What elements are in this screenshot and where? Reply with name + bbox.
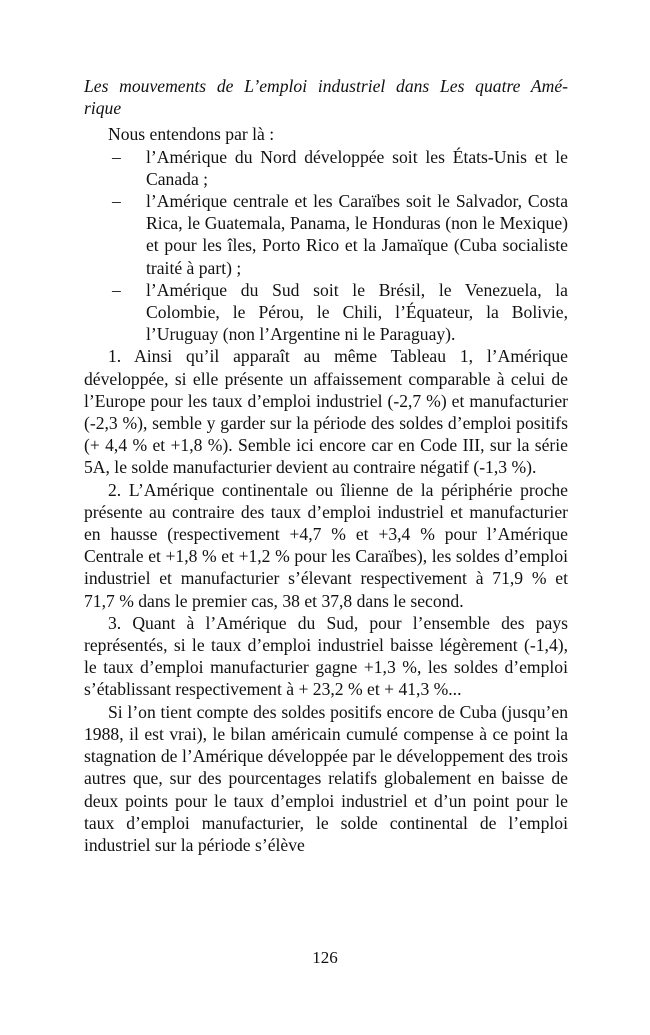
body-paragraph: 2. L’Amérique continentale ou îlienne de la périphérie proche présente au contraire des taux d’emploi industriel et manufacturier en hausse (respectivement +4,7 % et +3,4 % pour l’Amérique Centrale et +1,8 % et +1,2 % pour les Caraïbes), les soldes d’emploi industriel et manufacturier s’élevant respectivement à 71,9 % et 71,7 % dans le premier cas, 38 et 37,8 dans le second. [84, 479, 568, 611]
dash-bullet: – [112, 279, 121, 300]
page-number: 126 [312, 948, 338, 967]
dash-bullet: – [112, 191, 121, 212]
section-heading-line-1: Les mouvements de L’emploi industriel dans Les quatre Amé- [84, 76, 568, 96]
section-heading [84, 75, 568, 119]
body-paragraph: 3. Quant à l’Amérique du Sud, pour l’ensemble des pays représentés, si le taux d’emploi industriel baisse légèrement (-1,4), le taux d’emploi manufacturier gagne +1,3 %, les soldes d’emploi s’établissant respectivement à + 23,2 % et + 41,3 %... [84, 612, 568, 700]
page-body [84, 75, 568, 856]
list-item [84, 190, 568, 279]
region-list [84, 146, 568, 346]
list-item [84, 146, 568, 190]
intro-paragraph: Nous entendons par là : [108, 124, 275, 145]
dash-bullet: – [112, 146, 121, 167]
list-item-text: l’Amérique du Nord développée soit les États-Unis et le Canada ; [146, 146, 568, 189]
section-heading-line-2: rique [84, 98, 122, 119]
body-paragraph: 1. Ainsi qu’il apparaît au même Tableau 1, l’Amérique développée, si elle présente un affaissement comparable à celui de l’Europe pour les taux d’emploi industriel (-2,7 %) et manufacturier (-2,3 %), semble y garder sur la période des soldes d’emploi positifs (+ 4,4 % et +1,8 %). Semble ici encore car en Code III, sur la série 5A, le solde manufacturier devient au contraire négatif (-1,3 %). [84, 346, 568, 478]
body-paragraph: Si l’on tient compte des soldes positifs encore de Cuba (jusqu’en 1988, il est vrai), le bilan américain cumulé compense à ce point la stagnation de l’Amérique développée par le développement des trois autres que, sur des pourcentages relatifs globalement en baisse de deux points pour le taux d’emploi industriel et d’un point pour le taux d’emploi manufacturier, le solde continental de l’emploi industriel sur la période s’élève [84, 701, 568, 855]
list-item [84, 279, 568, 346]
list-item-text: l’Amérique du Sud soit le Brésil, le Venezuela, la Colombie, le Pérou, le Chili, l’Équateur, la Bolivie, l’Uruguay (non l’Argentine ni le Paraguay). [146, 279, 568, 345]
list-item-text: l’Amérique centrale et les Caraïbes soit le Salvador, Costa Rica, le Guatemala, Panama, le Honduras (non le Mexique) et pour les îles, Porto Rico et la Jamaïque (Cuba socialiste traité à part) ; [146, 191, 568, 278]
